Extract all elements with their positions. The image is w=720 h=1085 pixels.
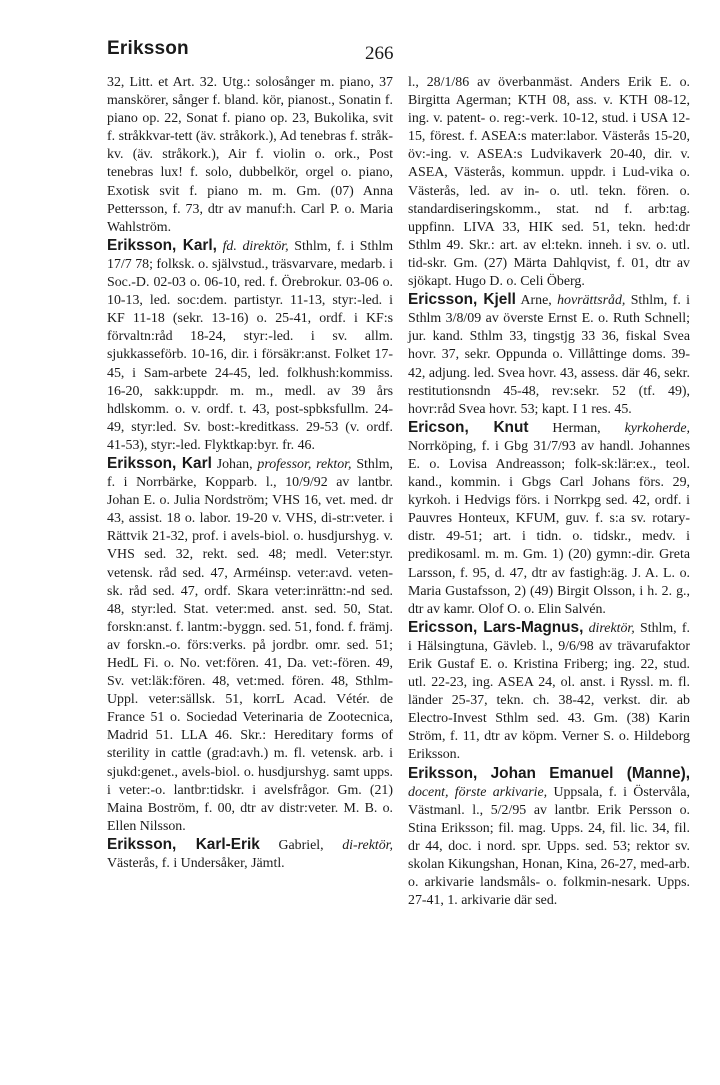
entry-title: professor, rektor,	[257, 456, 352, 472]
entry-name: Eriksson, Karl	[107, 454, 212, 472]
entry-name: Eriksson, Karl-Erik	[107, 835, 260, 853]
entry-text: Norrköping, f. i Gbg 31/7/93 av handl. Johannes E. o. Lovisa Andreasson; folk-sk:lär:ex., teol. kand., kommin. i Gbgs Carl Johans förs. 29, kyrkoh. i Hedvigs förs. i Norrkpg sed. 42, ordf. i Pauvres Honteux, KFUM, guv. f. s:a sv. rotary-distr. 49-51; art. i tidn. o. tidskr., medv. i predikosaml. m. m. Gm. 1) (20) gymn:-dir. Greta Larsson, f. 95, d. 47, dtr av fastigh:äg. J. A. L. o. Maria Gustafsson, 2) (49) Birgit Olsson, i h. 2. g., dtr av kamr. Olof O. o. Elin Salvén.	[408, 438, 690, 617]
entry-title: direktör,	[588, 620, 635, 636]
entry-name: Eriksson, Karl,	[107, 236, 217, 254]
entry-text: Uppsala, f. i Östervåla, Västmanl. l., 5/2/95 av lantbr. Erik Persson o. Stina Eriksson; fil. mag. Upps. 24, fil. lic. 34, fil. dr 44, doc. i nord. spr. Upps. sed. 53; rektor sv. skolan Kikungshan, Honan, Kina, 26-27, med-arb. o. arkivarie landsmåls- o. folkmin-nesark. Upps. 27-41, 1. arkivarie där sed.	[408, 784, 690, 909]
page-header	[107, 38, 685, 68]
running-head: Eriksson	[107, 38, 189, 59]
biography-entry	[408, 765, 690, 911]
entry-given-names: Gabriel,	[278, 837, 324, 853]
entry-name: Ericsson, Lars-Magnus,	[408, 618, 584, 636]
biography-entry	[408, 619, 690, 765]
entry-title: kyrkoherde,	[624, 420, 690, 436]
biography-entry	[408, 291, 690, 419]
entry-given-names: Arne,	[520, 293, 552, 309]
entry-given-names: Johan,	[216, 456, 253, 472]
entry-text: Sthlm, f. i Sthlm 3/8/09 av överste Ernst E. o. Ruth Schnell; jur. kand. Sthlm 33, tingstjg 33 36, fiskal Svea hovr. 37, sekr. Oppunda o. Villåttinge doms. 39-42, adjung. led. Svea hovr. 43, assess. där 46, sekr. restitutionsndn 45-48, rev:sekr. 52 (tf. 49), hovr:råd Svea hovr. 53; kapt. I 1 res. 45.	[408, 293, 690, 417]
entry-title: docent, förste arkivarie,	[408, 784, 548, 800]
entry-text: Sthlm, f. i Hälsingtuna, Gävleb. l., 9/6/98 av trävarufaktor Erik Gustaf E. o. Kristina Friberg; ing. 22, stud. utl. 22-23, ing. ASEA 24, ol. anst. i Ryssl. m. fl. länder 25-37, tekn. ch. 38-42, verkst. dir. ab Electro-Invest Sthlm sed. 43. Gm. (38) Karin Ström, f. 11, dtr av köpm. Verner S. o. Hildeborg Eriksson.	[408, 620, 690, 763]
entry-text: Sthlm, f. i Sthlm 17/7 78; folksk. o. självstud., träsvarvare, medarb. i Soc.-D. 02-03 o. 06-10, red. f. Örebrokur. 03-06 o. 10-13, led. soc:dem. partistyr. 11-13, styr:-led. i KF 11-18 (sekr. 13-16) o. 25-41, ordf. i KF:s förvaltn:råd 18-24, styr:-led. i sv. allm. sjukkasseförb. 10-16, dir. i försäkr:anst. Folket 17-45, i Sam-arbete 24-45, led. folkhush:kommiss. 16-20, sakk:uppdr. m. m., medl. av 39 års hdlskomm. o. v. ordf. t. 43, post-spbksfullm. 24-49, styr:led. Sv. bost:-kreditkass. 29-53 (v. ordf. 41-53), styr:-led. Flyktkap:byr. fr. 46.	[107, 238, 393, 453]
biography-entry	[107, 237, 393, 455]
biography-entry	[107, 455, 393, 836]
continuation-text: l., 28/1/86 av överbanmäst. Anders Erik E. o. Birgitta Agerman; KTH 08, ass. v. KTH 08-12, ing. v. patent- o. reg:-verk. 10-12, stud. i USA 12-15, förest. f. ASEA:s mater:labor. Västerås 15-20, öv:-ing. v. ASEA:s Ludvikaverk 20-40, dir. v. ASEA, Västerås, kommun. uppdr. i Lud-vika o. Västerås, led. av in- o. utl. tekn. fören. o. standardiseringskomm., stat. nd f. arb:tag. uppfinn. LIVA 33, HIK sed. 51, tekn. hed:dr Sthlm 49. Skr.: art. av el:tekn. inneh. i sv. o. utl. tid-skr. Gm. (27) Märta Dahlqvist, f. 01, dtr av sjökapt. Hugo D. o. Celi Öberg.	[408, 75, 690, 290]
entry-name: Ericson, Knut	[408, 418, 529, 436]
entry-title: fd. direktör,	[222, 238, 289, 254]
entry-title: hovrättsråd,	[557, 293, 626, 309]
entry-given-names: Herman,	[552, 420, 601, 436]
entry-text: Västerås, f. i Undersåker, Jämtl.	[107, 856, 285, 872]
right-column	[408, 74, 690, 910]
entry-name: Ericsson, Kjell	[408, 291, 516, 309]
page-number: 266	[365, 43, 394, 64]
entry-name: Eriksson, Johan Emanuel (Manne),	[408, 764, 690, 782]
biography-entry	[408, 419, 690, 619]
entry-title: di-rektör,	[342, 837, 393, 853]
continuation-text: 32, Litt. et Art. 32. Utg.: solosånger m. piano, 37 manskörer, sånger f. bland. kör, pianost., Sonatin f. piano op. 22, Sonat f. piano op. 23, Bukolika, svit f. stråkkvar-tett (äv. stråkork.), Ad tenebras f. stråk-kv. (äv. stråkork.), Air f. violin o. ork., Post tenebras lux! f. solo, dubbelkör, orgel o. piano, Exotisk svit f. piano m. m. Gm. (07) Anna Pettersson, f. 73, dtr av manuf:h. Carl P. o. Maria Wahlström.	[107, 75, 393, 235]
biography-entry	[107, 836, 393, 873]
entry-text: Sthlm, f. i Norrbärke, Kopparb. l., 10/9/92 av lantbr. Johan E. o. Julia Nordström; VHS 16, vet. med. dr 43, assist. 18 o. labor. 19-20 v. VHS, di-str:veter. i Rättvik 21-32, prof. i avels-biol. o. husdjurshyg. v. VHS sed. 32, rekt. sed. 48; medl. Veter:styr. vetensk. råd sed. 47, Arméinsp. veter:avd. veten-sk. råd sed. 47, ordf. Skara veter:inrättn:-nd sed. 48, styr:led. Stat. veter:med. anst. sed. 50, Stat. forskn:anst. f. lantm:-byggn. sed. 51, fond. f. främj. av forskn.-o. förs:verks. på jordbr. omr. sed. 51; HedL Fi. o. No. vet:fören. 41, Da. vet:-fören. 49, Sv. vet:läk:fören. 48, vet:med. fören. 48, Sthlm-Uppl. veter:sällsk. 51, korrL Acad. Vétér. de France 51 o. Sociedad Veterinaria de Zootecnica, Madrid 51. LLA 46. Skr.: Hereditary forms of sterility in cattle (grad:avh.) m. fl. vetensk. arb. i sjukd:genet., avels-biol. o. husdjurshyg. samt upps. i veter:-o. lantbr:tidskr. i avelsfrågor. Gm. (21) Maina Boström, f. 00, dtr av distr:veter. M. B. o. Ellen Nilsson.	[107, 456, 393, 834]
left-column	[107, 74, 393, 873]
